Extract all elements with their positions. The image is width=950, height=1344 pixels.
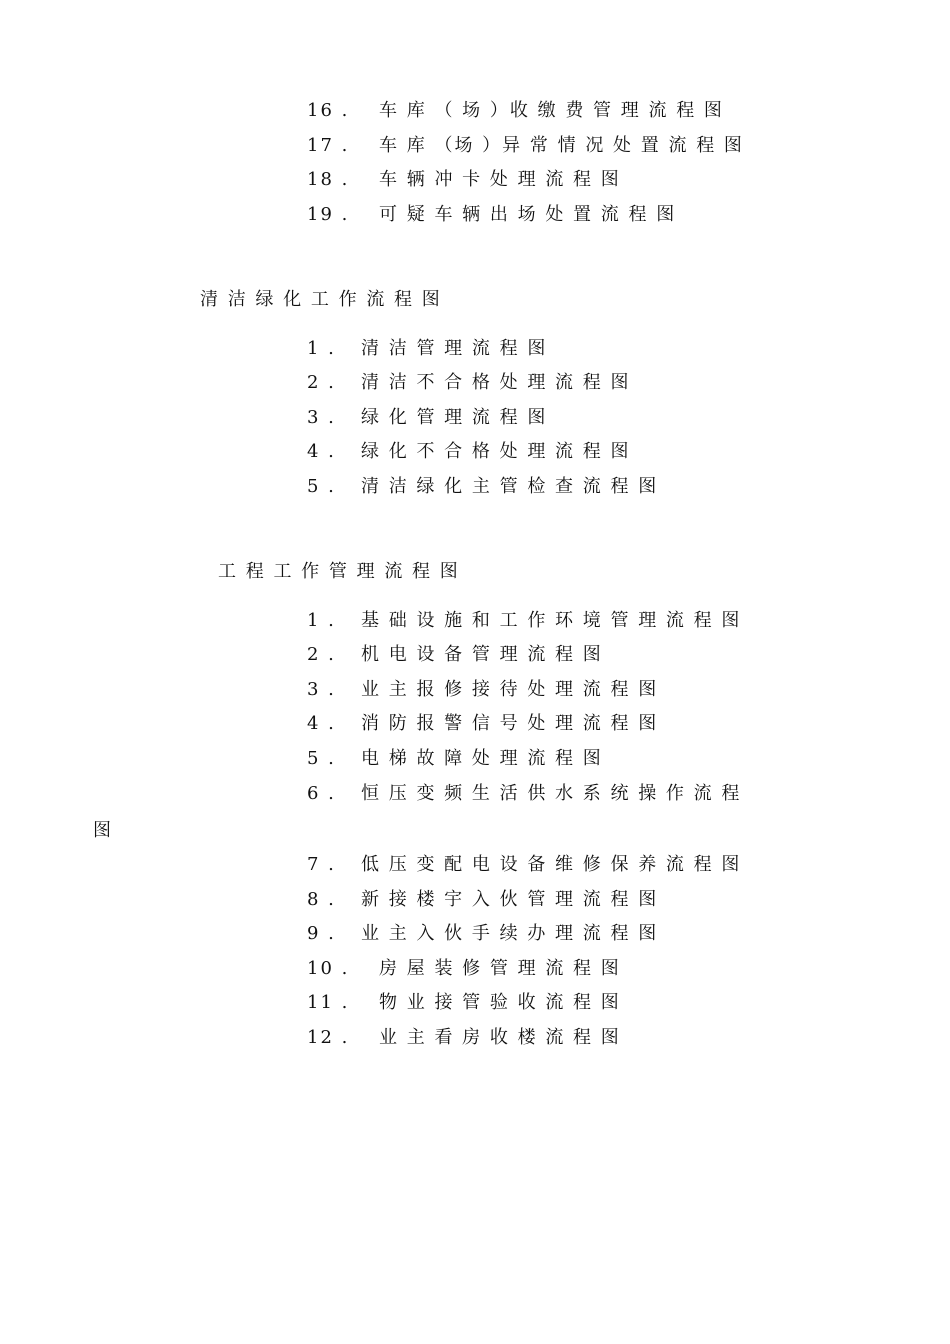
item-text: 车 库 （场 ）异 常 情 况 处 置 流 程 图	[379, 135, 744, 156]
item-number: 19 .	[307, 204, 350, 225]
item-text: 机 电 设 备 管 理 流 程 图	[361, 644, 603, 665]
list-item	[307, 337, 547, 361]
item-number: 8 .	[307, 889, 336, 910]
list-item	[307, 134, 744, 158]
list-item	[307, 991, 621, 1015]
item-text: 车 库 （ 场 ）收 缴 费 管 理 流 程 图	[379, 100, 724, 121]
item-text: 清 洁 绿 化 主 管 检 查 流 程 图	[361, 476, 659, 497]
item-number: 11 .	[307, 992, 350, 1013]
item-text: 业 主 报 修 接 待 处 理 流 程 图	[361, 679, 659, 700]
item-number: 16 .	[307, 100, 350, 121]
item-number: 18 .	[307, 169, 350, 190]
section-heading-cleaning: 清 洁 绿 化 工 作 流 程 图	[200, 289, 442, 310]
item-text: 消 防 报 警 信 号 处 理 流 程 图	[361, 713, 659, 734]
list-item	[307, 747, 603, 771]
item-number: 1 .	[307, 338, 336, 359]
item-text: 车 辆 冲 卡 处 理 流 程 图	[379, 169, 621, 190]
list-item	[307, 678, 658, 702]
item-text: 业 主 看 房 收 楼 流 程 图	[379, 1027, 621, 1048]
item-text: 物 业 接 管 验 收 流 程 图	[379, 992, 621, 1013]
item-number: 12 .	[307, 1027, 350, 1048]
list-item	[307, 922, 658, 946]
item-text: 可 疑 车 辆 出 场 处 置 流 程 图	[379, 204, 677, 225]
list-item	[307, 168, 621, 192]
item-text: 业 主 入 伙 手 续 办 理 流 程 图	[361, 923, 659, 944]
item-number: 5 .	[307, 748, 336, 769]
list-item	[307, 957, 621, 981]
list-item	[307, 406, 547, 430]
list-item	[307, 203, 676, 227]
item-text: 新 接 楼 宇 入 伙 管 理 流 程 图	[361, 889, 659, 910]
list-item	[307, 853, 741, 877]
list-item	[307, 888, 658, 912]
item-number: 4 .	[307, 713, 336, 734]
list-item	[307, 99, 724, 123]
list-item	[307, 440, 631, 464]
list-item	[307, 475, 658, 499]
item-text: 基 础 设 施 和 工 作 环 境 管 理 流 程 图	[361, 610, 742, 631]
list-item	[307, 782, 741, 806]
item-text: 低 压 变 配 电 设 备 维 修 保 养 流 程 图	[361, 854, 742, 875]
item-number: 4 .	[307, 441, 336, 462]
item-number: 2 .	[307, 644, 336, 665]
section-heading-engineering: 工 程 工 作 管 理 流 程 图	[218, 561, 460, 582]
list-item	[307, 712, 658, 736]
list-item	[307, 609, 741, 633]
item-text: 绿 化 不 合 格 处 理 流 程 图	[361, 441, 631, 462]
item-number: 7 .	[307, 854, 336, 875]
list-item	[307, 643, 603, 667]
item-text: 房 屋 装 修 管 理 流 程 图	[379, 958, 621, 979]
item-number: 1 .	[307, 610, 336, 631]
item-text: 恒 压 变 频 生 活 供 水 系 统 操 作 流 程	[361, 783, 742, 804]
list-item	[307, 371, 631, 395]
item-number: 17 .	[307, 135, 350, 156]
item-text: 绿 化 管 理 流 程 图	[361, 407, 548, 428]
item-number: 10 .	[307, 958, 350, 979]
item-number: 9 .	[307, 923, 336, 944]
item-text: 电 梯 故 障 处 理 流 程 图	[361, 748, 603, 769]
item-number: 3 .	[307, 407, 336, 428]
item-text: 清 洁 管 理 流 程 图	[361, 338, 548, 359]
item-number: 2 .	[307, 372, 336, 393]
list-item	[307, 1026, 621, 1050]
item-number: 6 .	[307, 783, 336, 804]
item-number: 3 .	[307, 679, 336, 700]
item-number: 5 .	[307, 476, 336, 497]
wrapped-continuation: 图	[93, 820, 111, 841]
item-text: 清 洁 不 合 格 处 理 流 程 图	[361, 372, 631, 393]
